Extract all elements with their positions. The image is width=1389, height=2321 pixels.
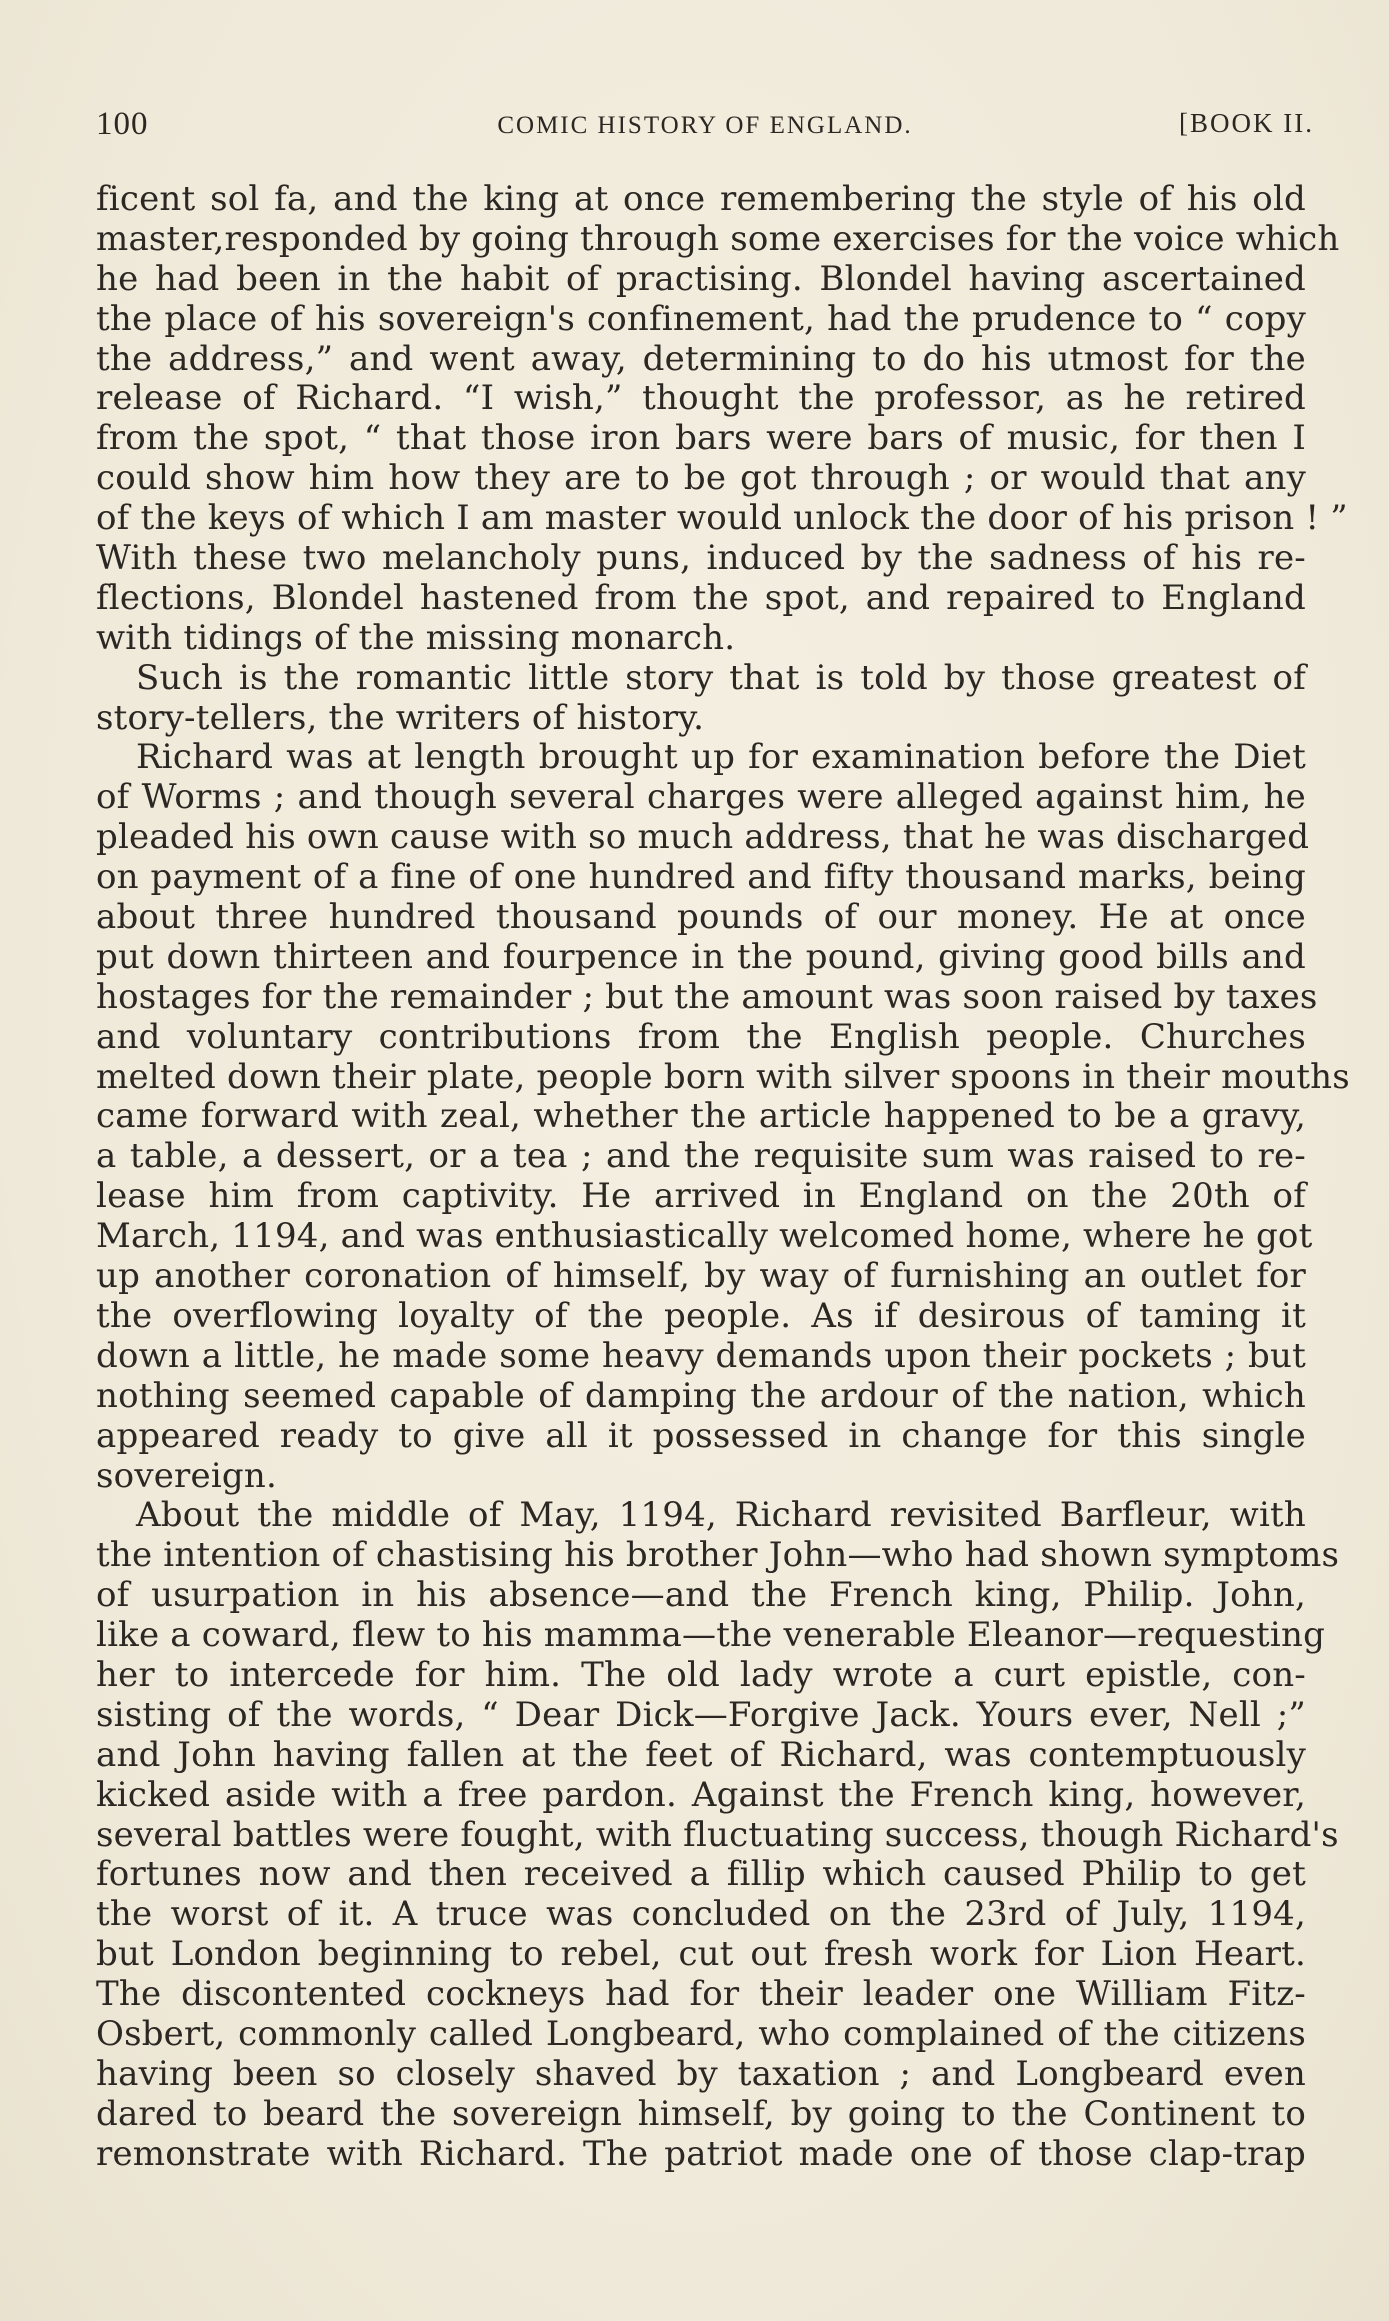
text-line: the place of his sovereign's confinement, had the prudence to “ copy [96,298,1306,339]
text-line: and John having fallen at the feet of Richard, was contemptuously [96,1734,1306,1775]
text-line: and voluntary contributions from the English people. Churches [96,1016,1306,1057]
page-number: 100 [96,106,149,142]
text-line: sovereign. [96,1455,277,1496]
text-line: from the spot, “ that those iron bars were bars of music, for then I [96,418,1306,459]
text-line: but London beginning to rebel, cut out fresh work for Lion Heart. [96,1934,1306,1975]
text-line: could show him how they are to be got through ; or would that any [96,458,1306,499]
text-line: The discontented cockneys had for their leader one William Fitz- [96,1974,1306,2015]
text-line: with tidings of the missing monarch. [96,617,736,658]
text-line: about three hundred thousand pounds of our money. He at once [96,897,1306,938]
text-line: appeared ready to give all it possessed in change for this single [96,1415,1306,1456]
text-line: of usurpation in his absence—and the French king, Philip. John, [96,1575,1306,1616]
text-line: lease him from captivity. He arrived in England on the 20th of [96,1176,1306,1217]
running-head [96,106,1314,146]
text-line: the intention of chastising his brother John—who had shown symptoms [96,1535,1340,1576]
text-line: on payment of a fine of one hundred and fifty thousand marks, being [96,857,1306,898]
text-line: her to intercede for him. The old lady wrote a curt epistle, con- [96,1654,1306,1695]
text-line: Osbert, commonly called Longbeard, who complained of the citizens [96,2013,1306,2054]
text-line: kicked aside with a free pardon. Against the French king, however, [96,1774,1306,1815]
text-line: the address,” and went away, determining to do his utmost for the [96,338,1306,379]
text-line: came forward with zeal, whether the article happened to be a gravy, [96,1096,1306,1137]
paragraph-start-line: About the middle of May, 1194, Richard revisited Barfleur, with [136,1495,1306,1536]
text-line: like a coward, flew to his mamma—the venerable Eleanor—requesting [96,1615,1326,1656]
text-line: the overflowing loyalty of the people. As if desirous of taming it [96,1295,1306,1336]
text-line: dared to beard the sovereign himself, by going to the Continent to [96,2093,1306,2134]
text-line: March, 1194, and was enthusiastically welcomed home, where he got [96,1216,1313,1257]
text-line: of Worms ; and though several charges were alleged against him, he [96,777,1306,818]
text-line: the worst of it. A truce was concluded on the 23rd of July, 1194, [96,1894,1306,1935]
text-line: sisting of the words, “ Dear Dick—Forgive Jack. Yours ever, Nell ;” [96,1694,1306,1735]
running-title: COMIC HISTORY OF ENGLAND. [497,112,913,139]
text-line: a table, a dessert, or a tea ; and the requisite sum was raised to re- [96,1136,1306,1177]
body-text [96,179,1350,2175]
paragraph-start-line: Such is the romantic little story that is told by those greatest of [136,657,1306,698]
text-line: fortunes now and then received a fillip which caused Philip to get [96,1854,1306,1895]
text-line: of the keys of which I am master would unlock the door of his prison ! ” [96,498,1348,539]
text-line: ficent sol fa, and the king at once remembering the style of his old [96,179,1306,219]
text-line: release of Richard. “I wish,” thought the professor, as he retired [96,378,1306,419]
text-line: hostages for the remainder ; but the amount was soon raised by taxes [96,976,1318,1017]
text-line: story-tellers, the writers of history. [96,697,705,738]
text-line: put down thirteen and fourpence in the pound, giving good bills and [96,936,1306,977]
text-line: down a little, he made some heavy demands upon their pockets ; but [96,1335,1306,1376]
paragraph-start-line: Richard was at length brought up for examination before the Diet [136,737,1306,778]
text-line: nothing seemed capable of damping the ardour of the nation, which [96,1375,1306,1416]
text-line: flections, Blondel hastened from the spot, and repaired to England [96,577,1306,618]
book-label: [BOOK II. [1179,108,1314,138]
text-line: master,responded by going through some exercises for the voice which [96,218,1340,259]
text-line: remonstrate with Richard. The patriot made one of those clap-trap [96,2133,1306,2174]
text-line: melted down their plate, people born with silver spoons in their mouths [96,1056,1350,1097]
text-line: up another coronation of himself, by way of furnishing an outlet for [96,1256,1306,1297]
text-line: having been so closely shaved by taxation ; and Longbeard even [96,2053,1306,2094]
text-line: he had been in the habit of practising. Blondel having ascertained [96,258,1306,299]
text-line: several battles were fought, with fluctuating success, though Richard's [96,1814,1339,1855]
text-line: With these two melancholy puns, induced by the sadness of his re- [96,538,1306,579]
text-line: pleaded his own cause with so much address, that he was discharged [96,817,1310,858]
